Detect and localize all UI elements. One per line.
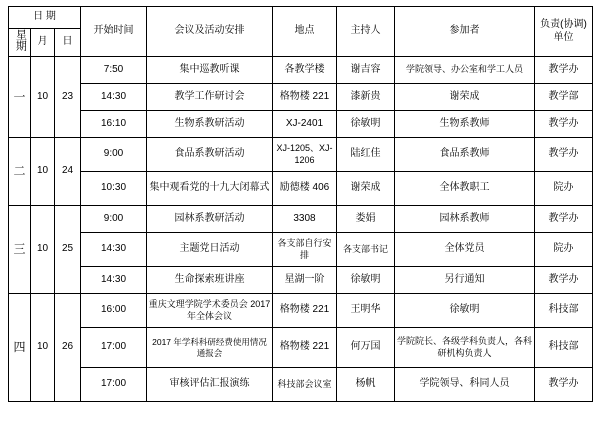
row-month: 10	[31, 294, 55, 402]
table-row	[9, 267, 593, 294]
row-time: 10:30	[81, 172, 147, 206]
header-dept-line1: 负责(协调)	[540, 19, 587, 30]
row-attendees: 学院领导、办公室和学工人员	[395, 57, 535, 84]
row-place: 科技部会议室	[273, 368, 337, 402]
row-place: 各支部自行安排	[273, 233, 337, 267]
row-host: 徐敏明	[337, 111, 395, 138]
row-time: 9:00	[81, 138, 147, 172]
row-item: 集中观看党的十九大闭幕式	[147, 172, 273, 206]
header-month: 月	[31, 29, 55, 57]
header-week	[9, 29, 31, 57]
table-row	[9, 294, 593, 328]
header-host: 主持人	[337, 7, 395, 57]
row-item: 园林系教研活动	[147, 206, 273, 233]
row-attendees: 食品系教师	[395, 138, 535, 172]
row-place: 格物楼 221	[273, 328, 337, 368]
header-start-time: 开始时间	[81, 7, 147, 57]
row-attendees: 徐敏明	[395, 294, 535, 328]
row-item: 重庆文理学院学术委员会 2017 年全体会议	[147, 294, 273, 328]
header-week-text: 星期	[14, 29, 27, 52]
row-attendees: 全体教职工	[395, 172, 535, 206]
row-place: 格物楼 221	[273, 294, 337, 328]
row-host: 娄娟	[337, 206, 395, 233]
row-attendees: 园林系教师	[395, 206, 535, 233]
row-week: 二	[9, 138, 31, 206]
row-dept: 教学办	[535, 111, 593, 138]
row-dept: 科技部	[535, 294, 593, 328]
row-item: 教学工作研讨会	[147, 84, 273, 111]
row-item: 生物系教研活动	[147, 111, 273, 138]
row-host: 杨帆	[337, 368, 395, 402]
table-row	[9, 206, 593, 233]
row-dept: 教学部	[535, 84, 593, 111]
row-place: 励德楼 406	[273, 172, 337, 206]
header-date-group: 日 期	[9, 7, 81, 29]
header-attendees: 参加者	[395, 7, 535, 57]
row-dept: 院办	[535, 233, 593, 267]
row-day: 24	[55, 138, 81, 206]
row-item: 食品系教研活动	[147, 138, 273, 172]
row-host: 谢吉容	[337, 57, 395, 84]
row-time: 9:00	[81, 206, 147, 233]
row-host: 徐敏明	[337, 267, 395, 294]
row-place: XJ-1205、XJ-1206	[273, 138, 337, 172]
row-day: 26	[55, 294, 81, 402]
row-dept: 教学办	[535, 57, 593, 84]
schedule-table	[8, 6, 593, 402]
row-month: 10	[31, 206, 55, 294]
row-time: 7:50	[81, 57, 147, 84]
row-dept: 科技部	[535, 328, 593, 368]
table-row	[9, 233, 593, 267]
table-row	[9, 328, 593, 368]
row-attendees: 全体党员	[395, 233, 535, 267]
table-body	[9, 57, 593, 402]
table-row	[9, 84, 593, 111]
row-attendees: 生物系教师	[395, 111, 535, 138]
row-time: 16:10	[81, 111, 147, 138]
row-item: 集中巡教听课	[147, 57, 273, 84]
row-item: 生命探索班讲座	[147, 267, 273, 294]
header-place: 地点	[273, 7, 337, 57]
row-time: 14:30	[81, 84, 147, 111]
table-row	[9, 172, 593, 206]
row-time: 17:00	[81, 328, 147, 368]
row-place: 星湖一阶	[273, 267, 337, 294]
table-row	[9, 138, 593, 172]
row-dept: 教学办	[535, 267, 593, 294]
row-time: 17:00	[81, 368, 147, 402]
header-day: 日	[55, 29, 81, 57]
row-host: 漆新贵	[337, 84, 395, 111]
row-dept: 教学办	[535, 138, 593, 172]
row-time: 14:30	[81, 233, 147, 267]
row-dept: 教学办	[535, 206, 593, 233]
row-host: 何万国	[337, 328, 395, 368]
row-host: 各支部书记	[337, 233, 395, 267]
header-arrangement: 会议及活动安排	[147, 7, 273, 57]
row-attendees: 另行通知	[395, 267, 535, 294]
row-week: 三	[9, 206, 31, 294]
row-month: 10	[31, 138, 55, 206]
row-time: 16:00	[81, 294, 147, 328]
row-item: 2017 年学科科研经费使用情况通报会	[147, 328, 273, 368]
table-header	[9, 7, 593, 57]
header-dept	[535, 7, 593, 57]
row-place: 格物楼 221	[273, 84, 337, 111]
row-item: 主题党日活动	[147, 233, 273, 267]
row-day: 25	[55, 206, 81, 294]
row-month: 10	[31, 57, 55, 138]
row-place: 各教学楼	[273, 57, 337, 84]
row-place: 3308	[273, 206, 337, 233]
table-row	[9, 368, 593, 402]
row-attendees: 谢荣成	[395, 84, 535, 111]
row-item: 审核评估汇报演练	[147, 368, 273, 402]
row-host: 谢荣成	[337, 172, 395, 206]
row-attendees: 学院院长、各级学科负责人，各科研机构负责人	[395, 328, 535, 368]
row-time: 14:30	[81, 267, 147, 294]
row-day: 23	[55, 57, 81, 138]
row-dept: 院办	[535, 172, 593, 206]
table-row	[9, 57, 593, 84]
row-host: 陆红佳	[337, 138, 395, 172]
row-attendees: 学院领导、科同人员	[395, 368, 535, 402]
row-place: XJ-2401	[273, 111, 337, 138]
row-week: 四	[9, 294, 31, 402]
row-dept: 教学办	[535, 368, 593, 402]
table-row	[9, 111, 593, 138]
row-host: 王明华	[337, 294, 395, 328]
row-week: 一	[9, 57, 31, 138]
header-dept-line2: 单位	[553, 31, 574, 43]
